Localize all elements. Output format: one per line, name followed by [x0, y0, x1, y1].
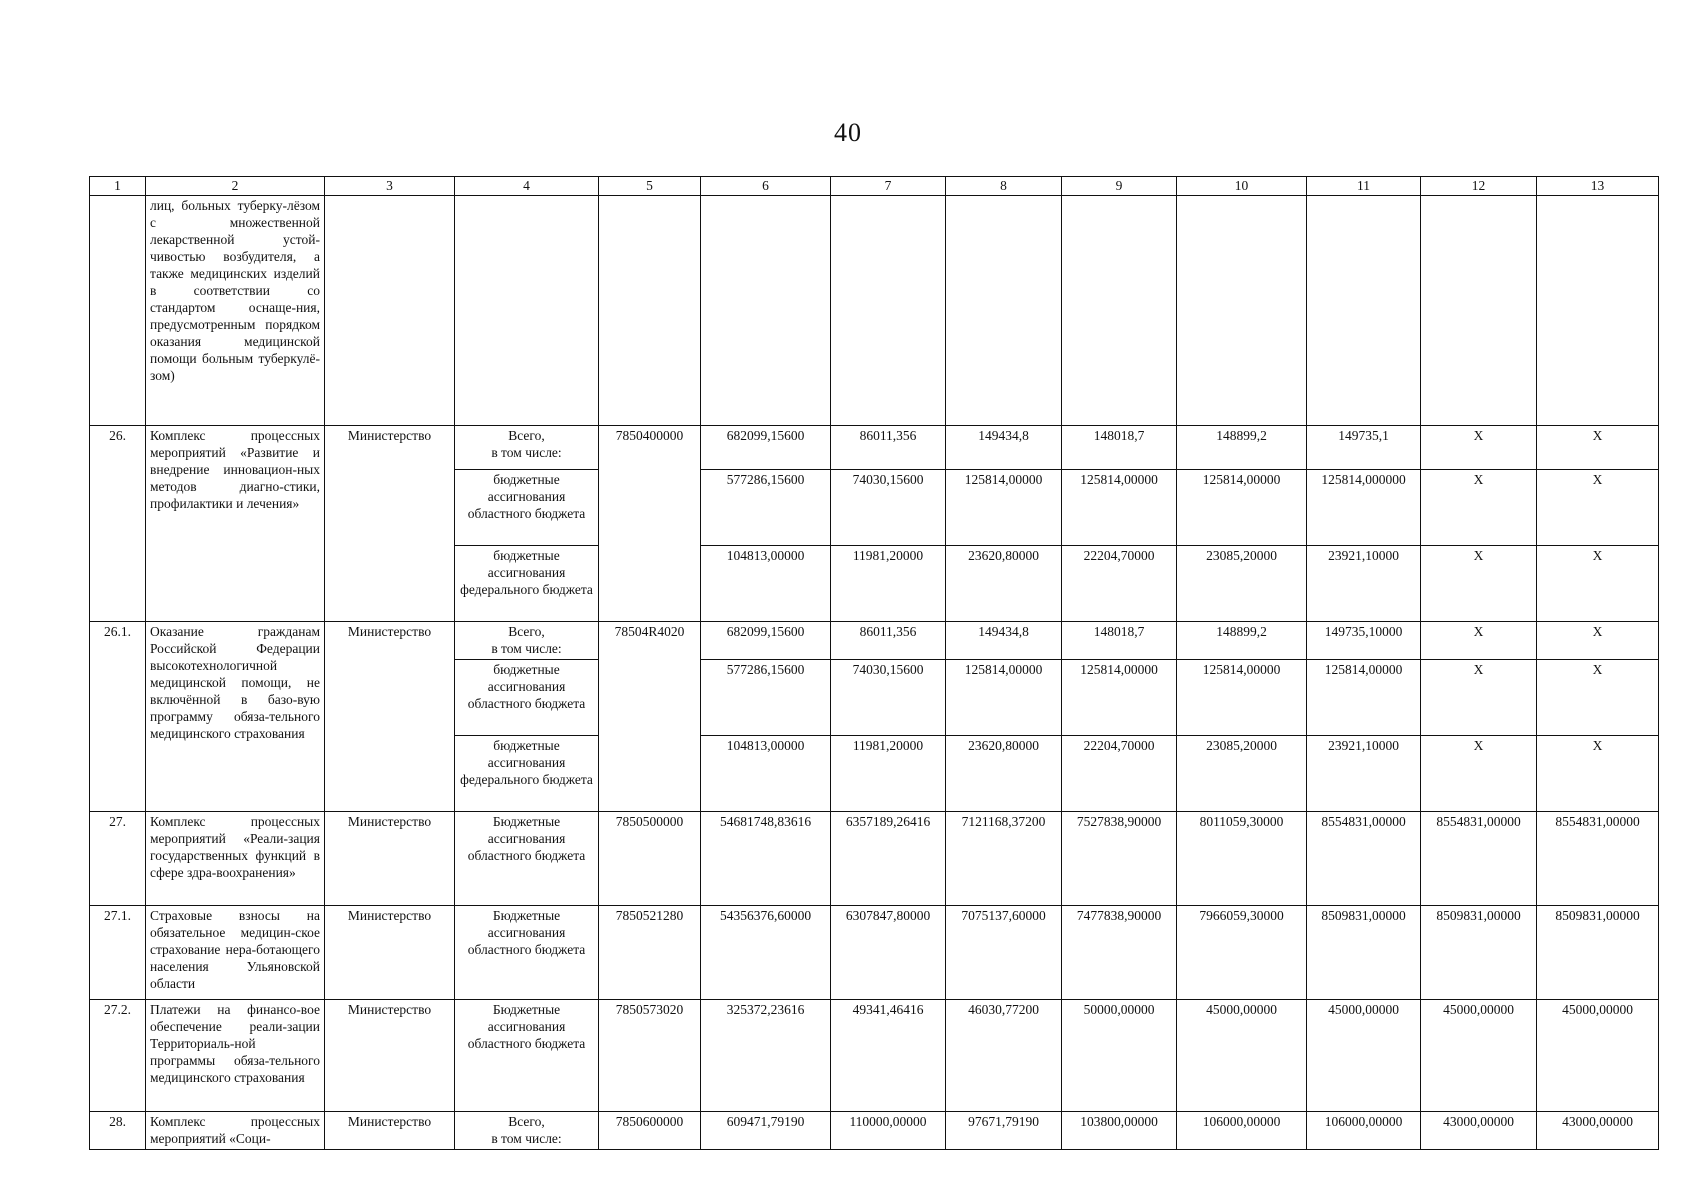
event-name-cell: Платежи на финансо-вое обеспечение реали-зации Территориаль-ной программы обяза-тельного медицинского страхования — [146, 1000, 325, 1112]
value-cell: 8554831,00000 — [1421, 812, 1537, 906]
row-number-cell: 26.1. — [90, 622, 146, 812]
value-cell: X — [1421, 426, 1537, 470]
value-cell: 23921,10000 — [1307, 546, 1421, 622]
value-cell: 125814,00000 — [946, 660, 1062, 736]
value-cell: 74030,15600 — [831, 470, 946, 546]
executor-cell — [325, 196, 455, 426]
table-row — [90, 426, 1659, 470]
budget-table — [89, 176, 1659, 1150]
column-number-header: 11 — [1307, 177, 1421, 196]
value-cell: 148899,2 — [1177, 426, 1307, 470]
value-cell: 97671,79190 — [946, 1112, 1062, 1150]
code-cell: 7850600000 — [599, 1112, 701, 1150]
funding-source-cell: Всего, в том числе: — [455, 622, 599, 660]
value-cell: X — [1537, 660, 1659, 736]
value-cell: X — [1421, 546, 1537, 622]
funding-source-cell — [455, 196, 599, 426]
value-cell: 6357189,26416 — [831, 812, 946, 906]
column-number-header-row — [90, 177, 1659, 196]
event-name-cell: Страховые взносы на обязательное медицин-ское страхование нера-ботающего населения Ульяновской области — [146, 906, 325, 1000]
code-cell: 7850500000 — [599, 812, 701, 906]
value-cell: 23921,10000 — [1307, 736, 1421, 812]
value-cell: X — [1421, 660, 1537, 736]
value-cell: 86011,356 — [831, 622, 946, 660]
code-cell: 7850521280 — [599, 906, 701, 1000]
value-cell: 23085,20000 — [1177, 546, 1307, 622]
table-row — [90, 1112, 1659, 1150]
funding-source-cell: бюджетные ассигнования федерального бюджета — [455, 736, 599, 812]
value-cell: 148018,7 — [1062, 622, 1177, 660]
value-cell: 6307847,80000 — [831, 906, 946, 1000]
value-cell — [1537, 196, 1659, 426]
value-cell: 148899,2 — [1177, 622, 1307, 660]
value-cell: 86011,356 — [831, 426, 946, 470]
value-cell: 11981,20000 — [831, 546, 946, 622]
value-cell — [1062, 196, 1177, 426]
value-cell: 43000,00000 — [1537, 1112, 1659, 1150]
value-cell: X — [1421, 622, 1537, 660]
code-cell: 78504R4020 — [599, 622, 701, 812]
code-cell — [599, 196, 701, 426]
value-cell: 8509831,00000 — [1421, 906, 1537, 1000]
value-cell: 8509831,00000 — [1537, 906, 1659, 1000]
value-cell: 54681748,83616 — [701, 812, 831, 906]
value-cell: 149735,1 — [1307, 426, 1421, 470]
row-number-cell: 27. — [90, 812, 146, 906]
value-cell: 22204,70000 — [1062, 736, 1177, 812]
executor-cell: Министерство — [325, 1000, 455, 1112]
funding-source-cell: Бюджетные ассигнования областного бюджета — [455, 1000, 599, 1112]
executor-cell: Министерство — [325, 426, 455, 622]
column-number-header: 10 — [1177, 177, 1307, 196]
value-cell: 103800,00000 — [1062, 1112, 1177, 1150]
column-number-header: 7 — [831, 177, 946, 196]
table-row — [90, 1000, 1659, 1112]
table-row — [90, 812, 1659, 906]
executor-cell: Министерство — [325, 812, 455, 906]
value-cell: 22204,70000 — [1062, 546, 1177, 622]
value-cell: 104813,00000 — [701, 736, 831, 812]
value-cell: 8554831,00000 — [1307, 812, 1421, 906]
value-cell: 325372,23616 — [701, 1000, 831, 1112]
value-cell: 110000,00000 — [831, 1112, 946, 1150]
value-cell: 8554831,00000 — [1537, 812, 1659, 906]
event-name-cell: лиц, больных туберку-лёзом с множественной лекарственной устой-чивостью возбудителя, а также медицинских изделий в соответствии со стандартом оснаще-ния, предусмотренным порядком оказания медицинской помощи больным туберкулё-зом) — [146, 196, 325, 426]
value-cell: 125814,00000 — [1177, 470, 1307, 546]
funding-source-cell: бюджетные ассигнования федерального бюджета — [455, 546, 599, 622]
executor-cell: Министерство — [325, 906, 455, 1000]
column-number-header: 3 — [325, 177, 455, 196]
row-number-cell — [90, 196, 146, 426]
funding-source-cell: Бюджетные ассигнования областного бюджета — [455, 812, 599, 906]
value-cell: 125814,00000 — [1177, 660, 1307, 736]
value-cell: 7527838,90000 — [1062, 812, 1177, 906]
value-cell: 46030,77200 — [946, 1000, 1062, 1112]
value-cell: X — [1537, 736, 1659, 812]
column-number-header: 1 — [90, 177, 146, 196]
value-cell — [1307, 196, 1421, 426]
value-cell: 8011059,30000 — [1177, 812, 1307, 906]
value-cell: 577286,15600 — [701, 660, 831, 736]
value-cell: 7477838,90000 — [1062, 906, 1177, 1000]
value-cell: 125814,00000 — [946, 470, 1062, 546]
value-cell: X — [1421, 470, 1537, 546]
value-cell: 7966059,30000 — [1177, 906, 1307, 1000]
column-number-header: 2 — [146, 177, 325, 196]
event-name-cell: Комплекс процессных мероприятий «Соци- — [146, 1112, 325, 1150]
value-cell: X — [1537, 470, 1659, 546]
value-cell — [946, 196, 1062, 426]
value-cell: 106000,00000 — [1177, 1112, 1307, 1150]
code-cell: 7850400000 — [599, 426, 701, 622]
event-name-cell: Оказание гражданам Российской Федерации высокотехнологичной медицинской помощи, не включённой в базо-вую программу обяза-тельного медицинского страхования — [146, 622, 325, 812]
value-cell: X — [1537, 426, 1659, 470]
event-name-cell: Комплекс процессных мероприятий «Развитие и внедрение инновацион-ных методов диагно-стики, профилактики и лечения» — [146, 426, 325, 622]
row-number-cell: 26. — [90, 426, 146, 622]
value-cell: 50000,00000 — [1062, 1000, 1177, 1112]
value-cell: 577286,15600 — [701, 470, 831, 546]
value-cell: 7121168,37200 — [946, 812, 1062, 906]
table-row-continuation — [90, 196, 1659, 426]
value-cell: 45000,00000 — [1537, 1000, 1659, 1112]
value-cell: 45000,00000 — [1421, 1000, 1537, 1112]
value-cell: 609471,79190 — [701, 1112, 831, 1150]
value-cell: 682099,15600 — [701, 426, 831, 470]
value-cell — [701, 196, 831, 426]
code-cell: 7850573020 — [599, 1000, 701, 1112]
page-number: 40 — [834, 118, 862, 147]
value-cell: 43000,00000 — [1421, 1112, 1537, 1150]
column-number-header: 5 — [599, 177, 701, 196]
value-cell: 74030,15600 — [831, 660, 946, 736]
row-number-cell: 27.1. — [90, 906, 146, 1000]
value-cell: 149735,10000 — [1307, 622, 1421, 660]
value-cell: 125814,00000 — [1307, 660, 1421, 736]
value-cell: 54356376,60000 — [701, 906, 831, 1000]
column-number-header: 9 — [1062, 177, 1177, 196]
value-cell: 682099,15600 — [701, 622, 831, 660]
value-cell: 125814,00000 — [1062, 470, 1177, 546]
value-cell: 125814,000000 — [1307, 470, 1421, 546]
value-cell: 8509831,00000 — [1307, 906, 1421, 1000]
funding-source-cell: Всего, в том числе: — [455, 1112, 599, 1150]
funding-source-cell: бюджетные ассигнования областного бюджета — [455, 470, 599, 546]
funding-source-cell: бюджетные ассигнования областного бюджета — [455, 660, 599, 736]
value-cell: 23620,80000 — [946, 736, 1062, 812]
funding-source-cell: Всего, в том числе: — [455, 426, 599, 470]
budget-table-container — [89, 176, 1658, 1150]
value-cell — [1421, 196, 1537, 426]
value-cell: 7075137,60000 — [946, 906, 1062, 1000]
value-cell: X — [1421, 736, 1537, 812]
executor-cell: Министерство — [325, 1112, 455, 1150]
value-cell: 49341,46416 — [831, 1000, 946, 1112]
column-number-header: 12 — [1421, 177, 1537, 196]
value-cell: 104813,00000 — [701, 546, 831, 622]
row-number-cell: 28. — [90, 1112, 146, 1150]
column-number-header: 13 — [1537, 177, 1659, 196]
row-number-cell: 27.2. — [90, 1000, 146, 1112]
column-number-header: 4 — [455, 177, 599, 196]
value-cell: 23620,80000 — [946, 546, 1062, 622]
value-cell: X — [1537, 622, 1659, 660]
value-cell: 45000,00000 — [1307, 1000, 1421, 1112]
value-cell: 45000,00000 — [1177, 1000, 1307, 1112]
column-number-header: 8 — [946, 177, 1062, 196]
table-row — [90, 622, 1659, 660]
event-name-cell: Комплекс процессных мероприятий «Реали-зация государственных функций в сфере здра-воохранения» — [146, 812, 325, 906]
value-cell — [831, 196, 946, 426]
value-cell: 23085,20000 — [1177, 736, 1307, 812]
value-cell — [1177, 196, 1307, 426]
executor-cell: Министерство — [325, 622, 455, 812]
value-cell: 11981,20000 — [831, 736, 946, 812]
value-cell: 149434,8 — [946, 426, 1062, 470]
value-cell: 148018,7 — [1062, 426, 1177, 470]
value-cell: X — [1537, 546, 1659, 622]
value-cell: 149434,8 — [946, 622, 1062, 660]
value-cell: 106000,00000 — [1307, 1112, 1421, 1150]
table-row — [90, 906, 1659, 1000]
funding-source-cell: Бюджетные ассигнования областного бюджета — [455, 906, 599, 1000]
column-number-header: 6 — [701, 177, 831, 196]
value-cell: 125814,00000 — [1062, 660, 1177, 736]
